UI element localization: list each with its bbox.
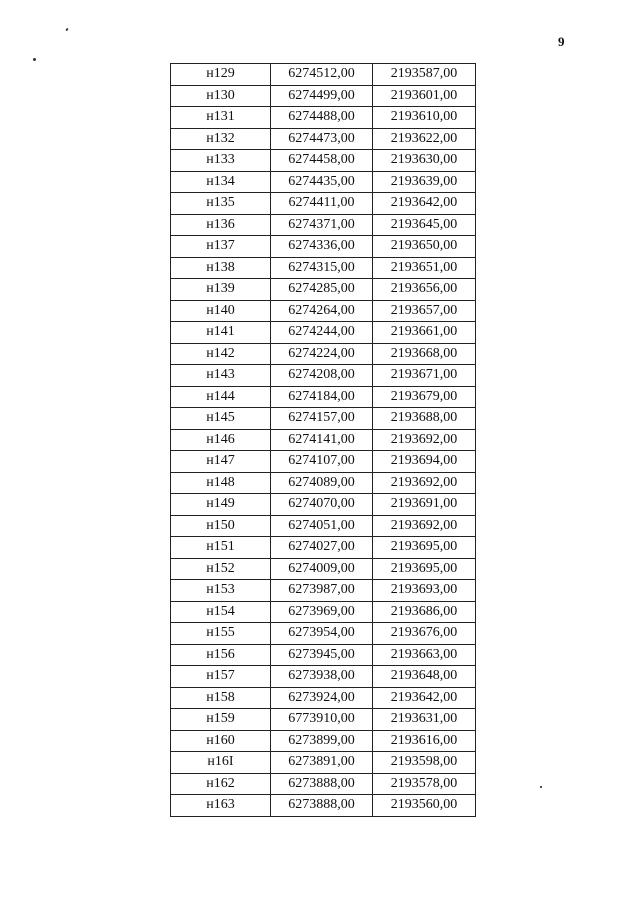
x-coordinate-cell: 6274458,00 <box>271 150 373 172</box>
x-coordinate-cell: 6273888,00 <box>271 795 373 817</box>
table-row <box>171 451 476 473</box>
y-coordinate-cell: 2193650,00 <box>373 236 476 258</box>
point-label-cell: н151 <box>171 537 271 559</box>
point-label-cell: н160 <box>171 730 271 752</box>
table-row <box>171 515 476 537</box>
y-coordinate-cell: 2193648,00 <box>373 666 476 688</box>
point-label-cell: н138 <box>171 257 271 279</box>
table-row <box>171 150 476 172</box>
table-row <box>171 85 476 107</box>
y-coordinate-cell: 2193651,00 <box>373 257 476 279</box>
table-row <box>171 601 476 623</box>
y-coordinate-cell: 2193668,00 <box>373 343 476 365</box>
scan-speck <box>65 28 68 32</box>
point-label-cell: н140 <box>171 300 271 322</box>
table-row <box>171 236 476 258</box>
y-coordinate-cell: 2193688,00 <box>373 408 476 430</box>
table-row <box>171 429 476 451</box>
y-coordinate-cell: 2193663,00 <box>373 644 476 666</box>
y-coordinate-cell: 2193639,00 <box>373 171 476 193</box>
x-coordinate-cell: 6274244,00 <box>271 322 373 344</box>
x-coordinate-cell: 6273969,00 <box>271 601 373 623</box>
point-label-cell: н157 <box>171 666 271 688</box>
x-coordinate-cell: 6274089,00 <box>271 472 373 494</box>
x-coordinate-cell: 6274107,00 <box>271 451 373 473</box>
table-row <box>171 795 476 817</box>
y-coordinate-cell: 2193610,00 <box>373 107 476 129</box>
table-row <box>171 257 476 279</box>
x-coordinate-cell: 6274315,00 <box>271 257 373 279</box>
y-coordinate-cell: 2193656,00 <box>373 279 476 301</box>
point-label-cell: н131 <box>171 107 271 129</box>
x-coordinate-cell: 6274070,00 <box>271 494 373 516</box>
table-row <box>171 730 476 752</box>
table-row <box>171 773 476 795</box>
table-row <box>171 644 476 666</box>
table-row <box>171 107 476 129</box>
x-coordinate-cell: 6273954,00 <box>271 623 373 645</box>
table-row <box>171 408 476 430</box>
point-label-cell: н153 <box>171 580 271 602</box>
table-row <box>171 386 476 408</box>
y-coordinate-cell: 2193692,00 <box>373 472 476 494</box>
table-row <box>171 580 476 602</box>
coordinates-table <box>170 63 476 817</box>
y-coordinate-cell: 2193642,00 <box>373 193 476 215</box>
point-label-cell: н147 <box>171 451 271 473</box>
x-coordinate-cell: 6273888,00 <box>271 773 373 795</box>
y-coordinate-cell: 2193676,00 <box>373 623 476 645</box>
x-coordinate-cell: 6773910,00 <box>271 709 373 731</box>
y-coordinate-cell: 2193694,00 <box>373 451 476 473</box>
point-label-cell: н143 <box>171 365 271 387</box>
x-coordinate-cell: 6273924,00 <box>271 687 373 709</box>
point-label-cell: н150 <box>171 515 271 537</box>
x-coordinate-cell: 6273891,00 <box>271 752 373 774</box>
point-label-cell: н133 <box>171 150 271 172</box>
x-coordinate-cell: 6273938,00 <box>271 666 373 688</box>
y-coordinate-cell: 2193622,00 <box>373 128 476 150</box>
y-coordinate-cell: 2193578,00 <box>373 773 476 795</box>
table-row <box>171 537 476 559</box>
x-coordinate-cell: 6274411,00 <box>271 193 373 215</box>
point-label-cell: н141 <box>171 322 271 344</box>
table-row <box>171 365 476 387</box>
table-row <box>171 623 476 645</box>
x-coordinate-cell: 6274224,00 <box>271 343 373 365</box>
y-coordinate-cell: 2193598,00 <box>373 752 476 774</box>
point-label-cell: н154 <box>171 601 271 623</box>
point-label-cell: н142 <box>171 343 271 365</box>
x-coordinate-cell: 6274208,00 <box>271 365 373 387</box>
x-coordinate-cell: 6274027,00 <box>271 537 373 559</box>
y-coordinate-cell: 2193587,00 <box>373 64 476 86</box>
y-coordinate-cell: 2193693,00 <box>373 580 476 602</box>
y-coordinate-cell: 2193691,00 <box>373 494 476 516</box>
y-coordinate-cell: 2193631,00 <box>373 709 476 731</box>
point-label-cell: н16I <box>171 752 271 774</box>
table-row <box>171 666 476 688</box>
point-label-cell: н132 <box>171 128 271 150</box>
y-coordinate-cell: 2193695,00 <box>373 537 476 559</box>
y-coordinate-cell: 2193560,00 <box>373 795 476 817</box>
x-coordinate-cell: 6273987,00 <box>271 580 373 602</box>
point-label-cell: н137 <box>171 236 271 258</box>
x-coordinate-cell: 6274512,00 <box>271 64 373 86</box>
x-coordinate-cell: 6273945,00 <box>271 644 373 666</box>
point-label-cell: н162 <box>171 773 271 795</box>
table-row <box>171 494 476 516</box>
x-coordinate-cell: 6274264,00 <box>271 300 373 322</box>
table-row <box>171 687 476 709</box>
y-coordinate-cell: 2193630,00 <box>373 150 476 172</box>
table-row <box>171 64 476 86</box>
point-label-cell: н139 <box>171 279 271 301</box>
x-coordinate-cell: 6273899,00 <box>271 730 373 752</box>
table-row <box>171 343 476 365</box>
x-coordinate-cell: 6274435,00 <box>271 171 373 193</box>
table-row <box>171 322 476 344</box>
table-row <box>171 300 476 322</box>
point-label-cell: н148 <box>171 472 271 494</box>
table-row <box>171 171 476 193</box>
table-row <box>171 752 476 774</box>
x-coordinate-cell: 6274184,00 <box>271 386 373 408</box>
y-coordinate-cell: 2193645,00 <box>373 214 476 236</box>
point-label-cell: н145 <box>171 408 271 430</box>
y-coordinate-cell: 2193601,00 <box>373 85 476 107</box>
table-row <box>171 558 476 580</box>
scan-speck <box>33 58 36 61</box>
point-label-cell: н156 <box>171 644 271 666</box>
point-label-cell: н146 <box>171 429 271 451</box>
point-label-cell: н152 <box>171 558 271 580</box>
table-row <box>171 193 476 215</box>
y-coordinate-cell: 2193657,00 <box>373 300 476 322</box>
x-coordinate-cell: 6274285,00 <box>271 279 373 301</box>
point-label-cell: н149 <box>171 494 271 516</box>
point-label-cell: н159 <box>171 709 271 731</box>
y-coordinate-cell: 2193671,00 <box>373 365 476 387</box>
x-coordinate-cell: 6274488,00 <box>271 107 373 129</box>
point-label-cell: н135 <box>171 193 271 215</box>
x-coordinate-cell: 6274473,00 <box>271 128 373 150</box>
scan-speck <box>540 786 542 788</box>
point-label-cell: н134 <box>171 171 271 193</box>
point-label-cell: н144 <box>171 386 271 408</box>
y-coordinate-cell: 2193679,00 <box>373 386 476 408</box>
y-coordinate-cell: 2193661,00 <box>373 322 476 344</box>
x-coordinate-cell: 6274499,00 <box>271 85 373 107</box>
coordinates-table-body <box>171 64 476 817</box>
point-label-cell: н136 <box>171 214 271 236</box>
y-coordinate-cell: 2193692,00 <box>373 515 476 537</box>
x-coordinate-cell: 6274141,00 <box>271 429 373 451</box>
table-row <box>171 128 476 150</box>
point-label-cell: н155 <box>171 623 271 645</box>
point-label-cell: н129 <box>171 64 271 86</box>
point-label-cell: н163 <box>171 795 271 817</box>
x-coordinate-cell: 6274336,00 <box>271 236 373 258</box>
x-coordinate-cell: 6274051,00 <box>271 515 373 537</box>
y-coordinate-cell: 2193692,00 <box>373 429 476 451</box>
table-row <box>171 279 476 301</box>
point-label-cell: н130 <box>171 85 271 107</box>
y-coordinate-cell: 2193686,00 <box>373 601 476 623</box>
x-coordinate-cell: 6274157,00 <box>271 408 373 430</box>
table-row <box>171 214 476 236</box>
y-coordinate-cell: 2193695,00 <box>373 558 476 580</box>
point-label-cell: н158 <box>171 687 271 709</box>
y-coordinate-cell: 2193642,00 <box>373 687 476 709</box>
table-row <box>171 709 476 731</box>
y-coordinate-cell: 2193616,00 <box>373 730 476 752</box>
page-number: 9 <box>558 34 565 49</box>
table-row <box>171 472 476 494</box>
x-coordinate-cell: 6274009,00 <box>271 558 373 580</box>
x-coordinate-cell: 6274371,00 <box>271 214 373 236</box>
